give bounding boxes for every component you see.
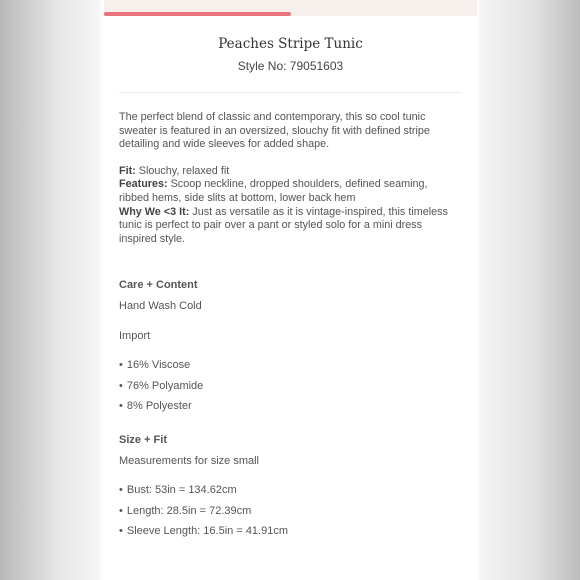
- divider: [119, 92, 462, 93]
- why-value: Just as versatile as it is vintage-inspired, this timeless tunic is perfect to pair over a pant or styled solo for a mini dress inspired style.: [119, 205, 448, 245]
- product-description: The perfect blend of classic and contemporary, this so cool tunic sweater is featured in an oversized, slouchy fit with defined stripe detailing and wide sleeves for added shape.: [119, 111, 430, 151]
- features-value: Scoop neckline, dropped shoulders, defined seaming, ribbed hems, side slits at bottom, lower back hem: [119, 178, 428, 204]
- care-heading: Care + Content: [119, 279, 198, 291]
- fit-value: Slouchy, relaxed fit: [135, 164, 230, 177]
- progress-bar-fill: [104, 12, 291, 16]
- product-title: Peaches Stripe Tunic: [218, 36, 363, 52]
- features-line: [119, 178, 459, 205]
- style-number: Style No: 79051603: [237, 59, 344, 73]
- features-label: Features:: [119, 178, 168, 191]
- care-wash: Hand Wash Cold: [119, 300, 202, 312]
- material-item: • 76% Polyamide: [119, 380, 459, 392]
- material-item: • 8% Polyester: [119, 400, 459, 412]
- material-item: • 16% Viscose: [119, 359, 459, 371]
- fit-label: Fit:: [119, 164, 136, 177]
- size-fit-heading: Size + Fit: [119, 434, 167, 446]
- measurement-item: • Length: 28.5in = 72.39cm: [119, 505, 459, 517]
- product-detail-panel: [104, 0, 477, 580]
- why-label: Why We <3 It:: [119, 205, 190, 218]
- measurement-item: • Bust: 53in = 134.62cm: [119, 484, 459, 496]
- product-description-block: [119, 111, 459, 246]
- why-line: [119, 206, 459, 247]
- care-origin: Import: [119, 330, 151, 342]
- measurement-item: • Sleeve Length: 16.5in = 41.91cm: [119, 525, 459, 537]
- progress-bar: [104, 0, 477, 16]
- fit-line: [119, 165, 459, 179]
- size-note: Measurements for size small: [119, 455, 259, 467]
